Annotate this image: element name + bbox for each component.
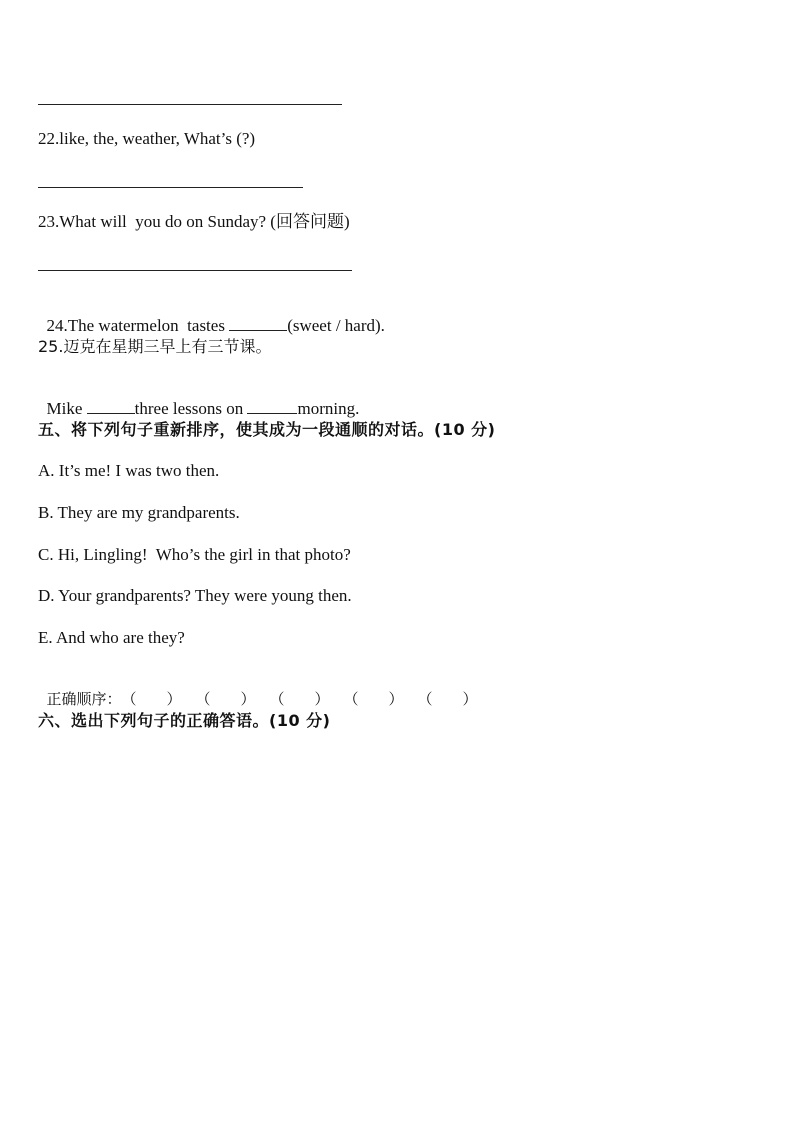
order-slot-3[interactable]: （ ）	[269, 690, 330, 708]
answer-line-q22[interactable]	[38, 187, 303, 188]
dialogue-item-b: B. They are my grandparents.	[38, 503, 240, 522]
order-label: 正确顺序：	[46, 690, 122, 708]
order-slot-1[interactable]: （ ）	[121, 690, 182, 708]
blank-q25-2[interactable]	[247, 398, 297, 414]
question-25-part2: three lessons on	[134, 399, 248, 418]
dialogue-item-a: A. It’s me! I was two then.	[38, 461, 220, 480]
order-answer-row	[38, 669, 492, 709]
question-25-chinese: 25.迈克在星期三早上有三节课。	[38, 337, 272, 356]
question-25-part1: Mike	[46, 399, 87, 418]
question-25-part3: morning.	[297, 399, 360, 418]
order-slot-5[interactable]: （ ）	[417, 690, 478, 708]
dialogue-item-c: C. Hi, Lingling! Who’s the girl in that photo?	[38, 545, 351, 564]
question-23: 23.What will you do on Sunday? (回答问题)	[38, 212, 350, 231]
dialogue-item-d: D. Your grandparents? They were young then.	[38, 586, 352, 605]
section-5-title: 五、将下列句子重新排序，使其成为一段通顺的对话。(10 分)	[38, 420, 496, 439]
blank-q24[interactable]	[229, 315, 287, 331]
answer-line-q23[interactable]	[38, 270, 352, 271]
blank-q25-1[interactable]	[87, 398, 135, 414]
question-25-sentence	[38, 378, 359, 419]
answer-line-q21[interactable]	[38, 104, 342, 105]
section-6-title: 六、选出下列句子的正确答语。(10 分)	[38, 711, 331, 730]
question-22: 22.like, the, weather, What’s (?)	[38, 129, 256, 148]
order-slot-2[interactable]: （ ）	[195, 690, 256, 708]
order-slot-4[interactable]: （ ）	[343, 690, 404, 708]
question-24	[38, 295, 385, 336]
question-24-text: 24.The watermelon tastes	[46, 316, 230, 335]
question-24-options: (sweet / hard).	[287, 316, 385, 335]
dialogue-item-e: E. And who are they?	[38, 628, 185, 647]
